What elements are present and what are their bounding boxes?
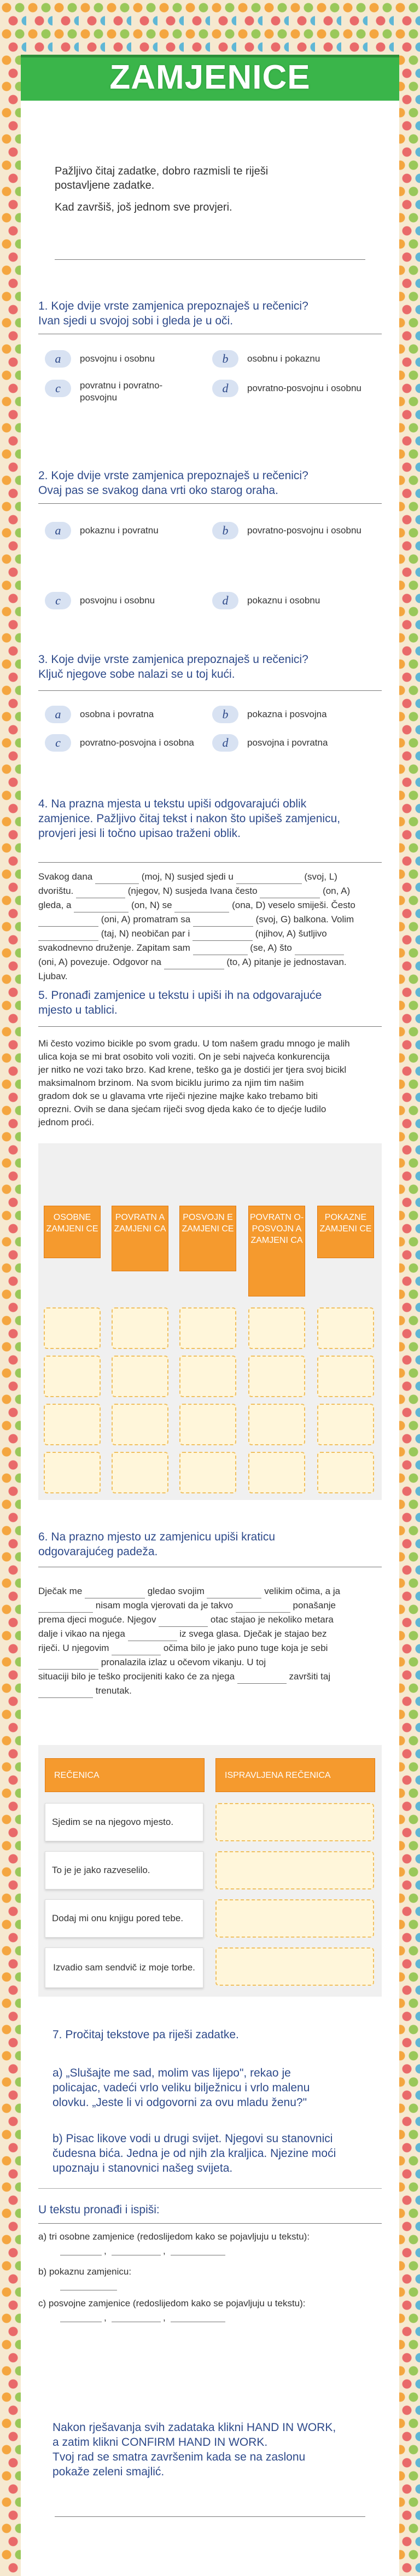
- q6-text: prema djeci moguće. Njegov: [38, 1614, 156, 1625]
- q7-text-b: [52, 2131, 336, 2176]
- q6-line-2: odgovarajućeg padeža.: [38, 1545, 158, 1558]
- q6-text: Dječak me: [38, 1586, 83, 1596]
- q4-line-3: provjeri jesi li točno upisao traženi oblik.: [38, 827, 241, 840]
- fill-blank[interactable]: [38, 1659, 98, 1670]
- column-header-osobne: OSOBNE ZAMJENI CE: [44, 1206, 101, 1258]
- q6-text: iz svega glasa. Dječak je stajao bez: [179, 1629, 327, 1639]
- q4-text: (ona, D) veselo smiješi. Često: [232, 900, 355, 910]
- q4-text: gleda, a: [38, 900, 72, 910]
- q4-text: Svakog dana: [38, 871, 93, 882]
- q7-b-line-3: upoznaju i stanovnici našeg svijeta.: [52, 2162, 233, 2174]
- q4-text: (moj, N) susjed sjedi u: [141, 871, 234, 882]
- q4-text: svakodnevno druženje. Zapitam sam: [38, 943, 190, 953]
- q5-text-line: gradom dok se u glavama vrte riječi njezine majke kako trebamo biti: [38, 1091, 318, 1101]
- column-header-ispravljena: ISPRAVLJENA REČENICA: [215, 1758, 375, 1792]
- q1-option-c-line-2: posvojnu: [80, 392, 118, 403]
- outro-line-1: Nakon rješavanja svih zadataka klikni HAND IN WORK,: [52, 2421, 336, 2434]
- q5-line-1: 5. Pronađi zamjenice u tekstu i upiši ih na odgovarajuće: [38, 989, 322, 1002]
- q4-text: (taj, N) neobičan par i: [101, 928, 190, 939]
- column-header-pokazne: POKAZNE ZAMJENI CE: [317, 1206, 374, 1258]
- fill-blank[interactable]: [95, 874, 139, 884]
- drop-zone[interactable]: [44, 1307, 101, 1349]
- fill-blank[interactable]: [112, 1645, 161, 1655]
- q2-option-b[interactable]: povratno-posvojnu i osobnu: [247, 525, 361, 536]
- q1-option-a-badge[interactable]: a: [45, 350, 71, 368]
- q6-text: trenutak.: [95, 1685, 132, 1696]
- q6-question: [38, 1530, 275, 1559]
- q3-option-d-badge[interactable]: d: [212, 734, 238, 752]
- q2-option-d[interactable]: pokaznu i osobnu: [247, 595, 320, 606]
- q3-divider: [38, 690, 382, 691]
- drop-zone[interactable]: [215, 1899, 374, 1938]
- q6-text: završiti taj: [289, 1671, 331, 1682]
- fill-blank[interactable]: [38, 1688, 93, 1698]
- q6-text: pronalazila izlaz u očevom vikanju. U toj: [101, 1657, 266, 1667]
- q1-option-c-badge[interactable]: c: [45, 380, 71, 397]
- q2-question: [38, 468, 308, 498]
- q4-text: (to, A) pitanje je jednostavan.: [226, 957, 347, 967]
- fill-blank[interactable]: [174, 902, 229, 912]
- answer-blank[interactable]: [60, 2312, 102, 2322]
- drop-zone[interactable]: [112, 1404, 168, 1445]
- q1-line-2: Ivan sjedi u svojoj sobi i gleda je u oči.: [38, 315, 234, 327]
- answer-blank[interactable]: [112, 2245, 161, 2255]
- page-title: ZAMJENICE: [109, 59, 311, 96]
- q1-option-c-line-1: povratnu i povratno-: [80, 380, 163, 391]
- q3-option-b[interactable]: pokazna i posvojna: [247, 709, 327, 719]
- fill-blank[interactable]: [236, 1602, 290, 1613]
- q4-fill-text: [38, 870, 375, 984]
- intro-line-3: Kad završiš, još jednom sve provjeri.: [55, 201, 232, 213]
- q2-option-a[interactable]: pokaznu i povratnu: [80, 525, 159, 536]
- q1-option-c[interactable]: [80, 380, 162, 404]
- q6-text: očima bilo je jako puno tuge koja je sebi: [163, 1643, 328, 1653]
- drop-zone[interactable]: [248, 1452, 305, 1493]
- q7-a-line-3: olovku. „Jeste li vi odgovorni za ovu mladu ženu?": [52, 2096, 307, 2109]
- q5-line-2: mjesto u tablici.: [38, 1004, 118, 1016]
- drop-zone[interactable]: [179, 1452, 236, 1493]
- fill-blank[interactable]: [128, 1631, 177, 1641]
- find-a-label: a) tri osobne zamjenice (redoslijedom kako se pojavljuju u tekstu):: [38, 2231, 310, 2242]
- column-header-recenica: REČENICA: [45, 1758, 205, 1792]
- comma-separator: ,: [104, 2312, 107, 2323]
- q2-line-2: Ovaj pas se svakog dana vrti oko starog oraha.: [38, 484, 278, 497]
- q3-line-1: 3. Koje dvije vrste zamjenica prepoznaješ u rečenici?: [38, 653, 308, 666]
- fill-blank[interactable]: [76, 888, 125, 898]
- drop-zone[interactable]: [44, 1404, 101, 1445]
- q7-b-line-1: b) Pisac likove vodi u drugi svijet. Njegovi su stanovnici: [52, 2132, 333, 2145]
- q5-text-line: ulica koja se mi brat osobito voli voziti. On je sebi najveća konkurencija: [38, 1051, 330, 1062]
- fill-blank[interactable]: [85, 1588, 145, 1598]
- q6-text: ponašanje: [293, 1600, 336, 1610]
- q2-divider: [38, 503, 382, 504]
- fill-blank[interactable]: [159, 1616, 208, 1627]
- q5-divider: [38, 1026, 382, 1027]
- drop-zone[interactable]: [44, 1356, 101, 1397]
- q4-text: (oni, A) povezuje. Odgovor na: [38, 957, 161, 967]
- q6-text: gledao svojim: [147, 1586, 205, 1596]
- q1-option-d-badge[interactable]: d: [212, 380, 238, 397]
- find-b-label: b) pokaznu zamjenicu:: [38, 2266, 132, 2277]
- q6-line-1: 6. Na prazno mjesto uz zamjenicu upiši kraticu: [38, 1531, 276, 1543]
- drop-zone[interactable]: [317, 1452, 374, 1493]
- q4-text: (njihov, A) šutljivo: [255, 928, 327, 939]
- q7-a-line-2: policajac, vadeći vrlo veliku bilježnicu i vrlo malenu: [52, 2081, 310, 2094]
- q3-option-b-badge[interactable]: b: [212, 706, 238, 723]
- q3-line-2: Ključ njegove sobe nalazi se u toj kući.: [38, 668, 235, 681]
- q7-divider: [38, 2188, 382, 2189]
- sentence-card[interactable]: To je je jako razveselilo.: [45, 1851, 203, 1889]
- drop-zone[interactable]: [317, 1356, 374, 1397]
- column-header-povratna: POVRATN A ZAMJENI CA: [112, 1206, 168, 1271]
- q4-line-1: 4. Na prazna mjesta u tekstu upiši odgovarajući oblik: [38, 798, 307, 810]
- q5-text-line: Mi često vozimo bicikle po svom gradu. U tom našem gradu mnogo je malih: [38, 1038, 350, 1049]
- answer-blank[interactable]: [60, 2245, 102, 2255]
- outro-instructions: [52, 2420, 336, 2479]
- column-header-posvojne: POSVOJN E ZAMJENI CE: [179, 1206, 236, 1271]
- fill-blank[interactable]: [260, 888, 320, 898]
- sentence-card[interactable]: Dodaj mi onu knjigu pored tebe.: [45, 1899, 203, 1938]
- q6-text: nisam mogla vjerovati da je takvo: [95, 1600, 234, 1610]
- sentence-card[interactable]: Izvadio sam sendvič iz moje torbe.: [45, 1947, 203, 1988]
- q1-option-a[interactable]: posvojnu i osobnu: [80, 353, 155, 364]
- q5-text-line: oprezni. Ovih se dana sjećam riječi svog djeda kako će to djećje ludilo: [38, 1104, 326, 1114]
- q2-option-a-badge[interactable]: a: [45, 522, 71, 539]
- q4-text: (svoj, G) balkona. Volim: [255, 914, 354, 924]
- drop-zone[interactable]: [179, 1307, 236, 1349]
- q6-text: riječi. U njegovim: [38, 1643, 109, 1653]
- column-header-povratno-posvojna: POVRATN O-POSVOJN A ZAMJENI CA: [248, 1206, 305, 1296]
- drop-zone[interactable]: [112, 1452, 168, 1493]
- find-title: U tekstu pronađi i ispiši:: [38, 2203, 160, 2216]
- drop-zone[interactable]: [112, 1307, 168, 1349]
- q2-option-c[interactable]: posvojnu i osobnu: [80, 595, 155, 606]
- find-c-label: c) posvojne zamjenice (redoslijedom kako se pojavljuju u tekstu):: [38, 2298, 306, 2308]
- q3-question: [38, 652, 308, 682]
- q2-option-c-badge[interactable]: c: [45, 592, 71, 609]
- q4-text: (on, A): [323, 886, 351, 896]
- drop-zone[interactable]: [44, 1452, 101, 1493]
- answer-blank[interactable]: [112, 2312, 161, 2322]
- drop-zone[interactable]: [215, 1947, 374, 1986]
- q1-question: [38, 299, 308, 328]
- q4-divider: [38, 862, 382, 863]
- drop-zone[interactable]: [317, 1404, 374, 1445]
- fill-blank[interactable]: [38, 1602, 93, 1613]
- divider: [55, 259, 365, 260]
- answer-blank[interactable]: [60, 2280, 117, 2290]
- drop-zone[interactable]: [112, 1356, 168, 1397]
- q5-text-line: jednom proći.: [38, 1117, 95, 1127]
- outro-line-3: Tvoj rad se smatra završenim kada se na zaslonu: [52, 2451, 306, 2463]
- q1-line-1: 1. Koje dvije vrste zamjenica prepoznaješ u rečenici?: [38, 300, 308, 312]
- fill-blank[interactable]: [193, 916, 253, 927]
- comma-separator: ,: [163, 2312, 166, 2323]
- q3-option-d[interactable]: posvojna i povratna: [247, 737, 328, 748]
- q4-text: (se, A) što: [250, 943, 292, 953]
- q4-text: Ljubav.: [38, 971, 68, 981]
- q7-title: 7. Pročitaj tekstove pa riješi zadatke.: [52, 2028, 239, 2041]
- q7-a-line-1: a) „Slušajte me sad, molim vas lijepo", rekao je: [52, 2067, 291, 2079]
- q4-text: (oni, A) promatram sa: [101, 914, 191, 924]
- q5-question: [38, 988, 322, 1017]
- q6-fill-text: [38, 1584, 375, 1698]
- answer-blank[interactable]: [171, 2245, 225, 2255]
- q6-text: velikim očima, a ja: [264, 1586, 341, 1596]
- q6-text: otac stajao je nekoliko metara: [210, 1614, 334, 1625]
- q5-text-line: jer nitko ne vozi tako brzo. Kad krene, teško ga je dostići jer tjera svoj bicikl: [38, 1065, 347, 1075]
- drop-zone[interactable]: [215, 1851, 374, 1889]
- q2-line-1: 2. Koje dvije vrste zamjenica prepoznaješ u rečenici?: [38, 469, 308, 482]
- q5-reading-text: [38, 1037, 375, 1129]
- q3-option-c[interactable]: povratno-posvojna i osobna: [80, 737, 194, 748]
- q3-option-a-badge[interactable]: a: [45, 706, 71, 723]
- q4-text: (svoj, L): [304, 871, 337, 882]
- q2-option-b-badge[interactable]: b: [212, 522, 238, 539]
- q1-option-d[interactable]: povratno-posvojnu i osobnu: [247, 383, 361, 393]
- drop-zone[interactable]: [248, 1307, 305, 1349]
- q3-option-c-badge[interactable]: c: [45, 734, 71, 752]
- q4-question: [38, 796, 340, 841]
- drop-zone[interactable]: [317, 1307, 374, 1349]
- q6-text: situaciji bilo je teško procijeniti kako će za njega: [38, 1671, 235, 1682]
- fill-blank[interactable]: [192, 931, 253, 941]
- q6-text: dalje i vikao na njega: [38, 1629, 125, 1639]
- fill-blank[interactable]: [38, 916, 98, 927]
- fill-blank[interactable]: [193, 945, 248, 955]
- answer-blank[interactable]: [171, 2312, 225, 2322]
- drop-zone[interactable]: [215, 1803, 374, 1841]
- q5-text-line: maksimalnom brzinom. Na svom biciklu jurimo za njim tim našim: [38, 1078, 304, 1088]
- q4-line-2: zamjenice. Pažljivo čitaj tekst i nakon što upišeš zamjenicu,: [38, 812, 341, 825]
- outro-line-2: a zatim klikni CONFIRM HAND IN WORK.: [52, 2436, 268, 2449]
- q1-option-b-badge[interactable]: b: [212, 350, 238, 368]
- comma-separator: ,: [163, 2246, 166, 2256]
- fill-blank[interactable]: [164, 959, 224, 969]
- find-divider: [38, 2223, 382, 2224]
- fill-blank[interactable]: [295, 945, 344, 955]
- fill-blank[interactable]: [237, 1673, 287, 1684]
- fill-blank[interactable]: [236, 874, 302, 884]
- q4-text: dvorištu.: [38, 886, 74, 896]
- q7-text-a: [52, 2066, 310, 2110]
- intro-line-1: Pažljivo čitaj zadatke, dobro razmisli te riješi: [55, 165, 269, 177]
- drop-zone[interactable]: [179, 1356, 236, 1397]
- comma-separator: ,: [104, 2246, 107, 2256]
- intro-line-2: postavljene zadatke.: [55, 179, 155, 191]
- fill-blank[interactable]: [38, 931, 98, 941]
- drop-zone[interactable]: [248, 1404, 305, 1445]
- q2-option-d-badge[interactable]: d: [212, 592, 238, 609]
- outro-line-4: pokaže zeleni smajlić.: [52, 2465, 165, 2478]
- sentence-card[interactable]: Sjedim se na njegovo mjesto.: [45, 1803, 203, 1841]
- q3-option-a[interactable]: osobna i povratna: [80, 709, 154, 719]
- bottom-divider: [55, 2516, 365, 2517]
- fill-blank[interactable]: [74, 902, 129, 912]
- q4-text: (njegov, N) susjeda Ivana često: [127, 886, 258, 896]
- q4-text: (on, N) se: [131, 900, 172, 910]
- drop-zone[interactable]: [179, 1404, 236, 1445]
- fill-blank[interactable]: [207, 1588, 261, 1598]
- q1-option-b[interactable]: osobnu i pokaznu: [247, 353, 320, 364]
- drop-zone[interactable]: [248, 1356, 305, 1397]
- q7-b-line-2: čudesna bića. Jedna je od njih zla kraljica. Njezine moći: [52, 2147, 336, 2160]
